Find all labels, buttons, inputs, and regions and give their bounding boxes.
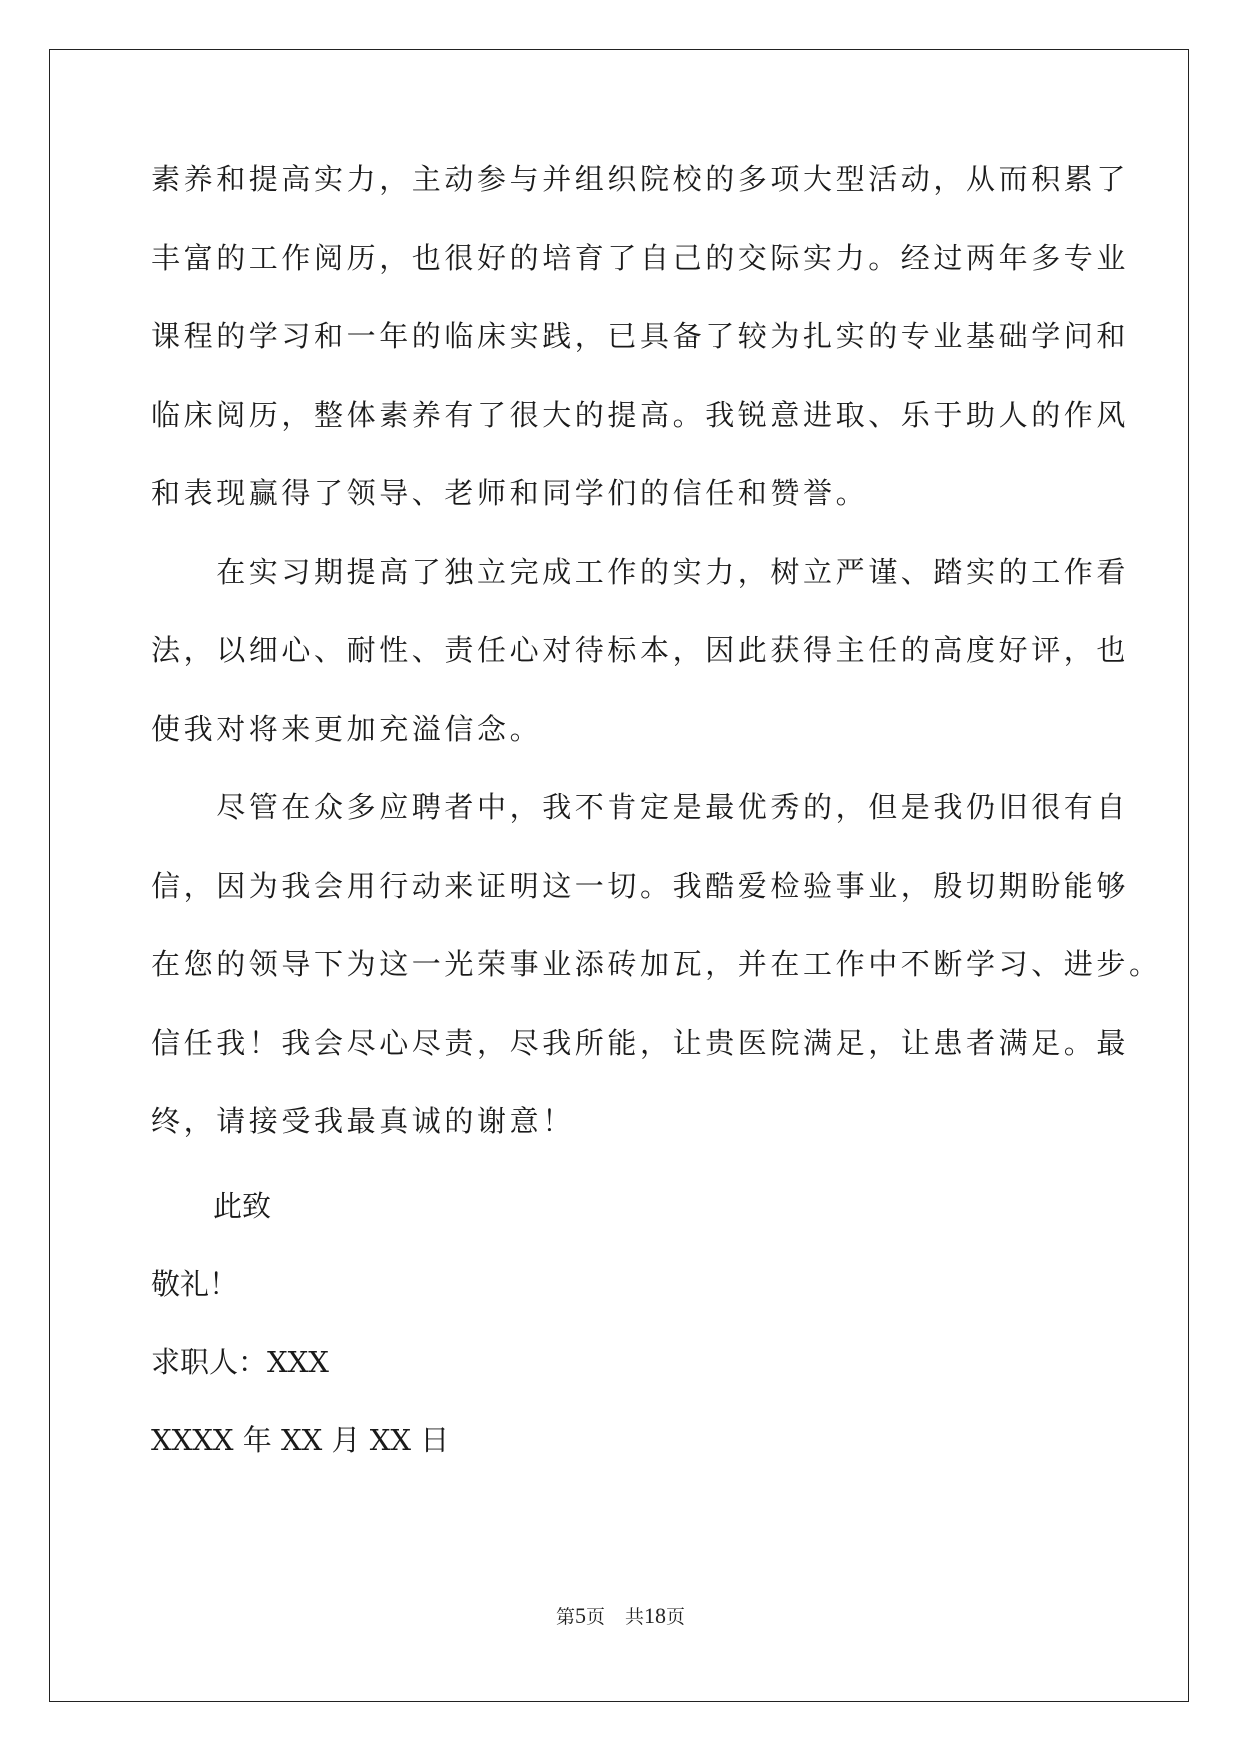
footer-total-prefix: 共 [625,1606,645,1628]
letter-line: 信，因为我会用行动来证明这一切。我酷爱检验事业，殷切期盼能够 [151,868,1130,903]
letter-line: 法，以细心、耐性、责任心对待标本，因此获得主任的高度好评，也 [151,633,1130,667]
footer-total-pages: 18 [644,1603,667,1628]
applicant-line: 求职人：XXX [151,1345,329,1379]
letter-line: 临床阅历，整体素养有了很大的提高。我锐意进取、乐于助人的作风 [151,397,1130,432]
regards: 敬礼！ [151,1267,239,1301]
letter-line: 课程的学习和一年的临床实践，已具备了较为扎实的专业基础学问和 [151,319,1130,353]
footer-page-suffix: 页 [585,1606,605,1628]
letter-line: 终，请接受我最真诚的谢意！ [151,1104,575,1138]
letter-line: 和表现赢得了领导、老师和同学们的信任和赞誉。 [151,476,869,510]
salutation: 此致 [213,1189,272,1223]
letter-line: 丰富的工作阅历，也很好的培育了自己的交际实力。经过两年多专业 [151,240,1130,275]
letter-line: 在您的领导下为这一光荣事业添砖加瓦，并在工作中不断学习、进步。 [151,947,1162,981]
letter-line: 使我对将来更加充溢信念。 [151,711,543,746]
letter-line: 信任我！我会尽心尽责，尽我所能，让贵医院满足，让患者满足。最 [151,1025,1130,1060]
date-line: XXXX 年 XX 月 XX 日 [151,1423,450,1457]
page-footer [0,1604,1241,1629]
letter-line: 素养和提高实力，主动参与并组织院校的多项大型活动，从而积累了 [151,162,1130,196]
footer-total-suffix: 页 [666,1606,686,1628]
footer-page-number: 5 [574,1603,586,1628]
letter-line: 在实习期提高了独立完成工作的实力，树立严谨、踏实的工作看 [151,554,1130,589]
footer-prefix: 第 [555,1606,575,1628]
letter-line: 尽管在众多应聘者中，我不肯定是最优秀的，但是我仍旧很有自 [151,790,1130,824]
letter-body [151,152,1162,1173]
